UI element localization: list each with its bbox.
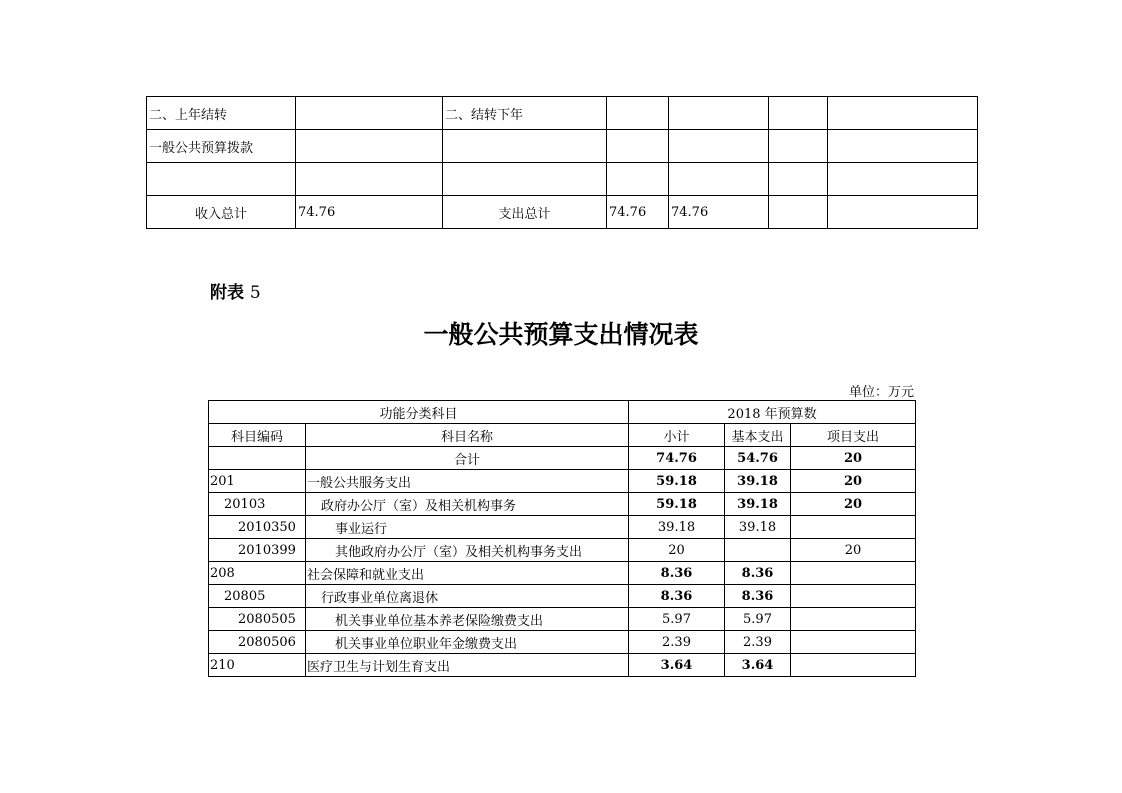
summary-row [147,97,978,130]
code-cell: 208 [209,562,306,585]
name-cell: 政府办公厅（室）及相关机构事务 [306,493,629,516]
header-category: 功能分类科目 [209,401,629,424]
subtotal-cell: 5.97 [629,608,725,631]
name-cell: 机关事业单位基本养老保险缴费支出 [306,608,629,631]
appendix-label [210,278,261,303]
table-row [209,654,916,677]
appendix-label-text: 附表 [210,283,244,303]
summary-cell [607,97,669,130]
code-cell: 20805 [209,585,306,608]
name-cell: 其他政府办公厅（室）及相关机构事务支出 [306,539,629,562]
summary-cell [769,130,828,163]
summary-cell: 一般公共预算拨款 [147,130,296,163]
summary-cell: 支出总计 [443,196,607,229]
basic-cell: 3.64 [725,654,791,677]
table-row [209,470,916,493]
subtotal-cell: 8.36 [629,562,725,585]
summary-cell [669,130,769,163]
expenditure-table [208,400,916,677]
page-title: 一般公共预算支出情况表 [423,320,699,349]
header-row-2 [209,424,916,447]
summary-cell [828,163,978,196]
code-cell: 201 [209,470,306,493]
summary-cell [828,130,978,163]
summary-cell: 二、结转下年 [443,97,607,130]
table-row [209,447,916,470]
summary-cell [443,130,607,163]
basic-cell: 54.76 [725,447,791,470]
header-subtotal: 小计 [629,424,725,447]
subtotal-cell: 59.18 [629,470,725,493]
project-cell [791,562,916,585]
basic-cell: 39.18 [725,493,791,516]
basic-cell: 39.18 [725,470,791,493]
project-cell: 20 [791,539,916,562]
name-cell: 事业运行 [306,516,629,539]
project-cell [791,585,916,608]
summary-cell [296,97,443,130]
project-cell [791,608,916,631]
summary-cell: 74.76 [296,196,443,229]
subtotal-cell: 20 [629,539,725,562]
summary-cell [296,163,443,196]
code-cell: 2010350 [209,516,306,539]
basic-cell: 8.36 [725,585,791,608]
summary-cell: 收入总计 [147,196,296,229]
summary-cell [828,196,978,229]
project-cell [791,516,916,539]
basic-cell: 2.39 [725,631,791,654]
basic-cell: 8.36 [725,562,791,585]
table-row [209,539,916,562]
income-expense-summary-table [146,96,978,229]
subtotal-cell: 2.39 [629,631,725,654]
unit-label: 单位：万元 [848,385,914,400]
project-cell: 20 [791,447,916,470]
project-cell [791,654,916,677]
summary-cell [769,196,828,229]
subtotal-cell: 59.18 [629,493,725,516]
summary-cell [769,97,828,130]
name-cell: 医疗卫生与计划生育支出 [306,654,629,677]
name-cell: 一般公共服务支出 [306,470,629,493]
summary-cell: 二、上年结转 [147,97,296,130]
project-cell [791,631,916,654]
summary-row [147,163,978,196]
summary-cell [607,130,669,163]
name-cell: 社会保障和就业支出 [306,562,629,585]
summary-cell [147,163,296,196]
table-row [209,516,916,539]
subtotal-cell: 74.76 [629,447,725,470]
summary-row [147,196,978,229]
code-cell: 20103 [209,493,306,516]
header-code: 科目编码 [209,424,306,447]
basic-cell: 5.97 [725,608,791,631]
summary-cell [607,163,669,196]
table-row [209,608,916,631]
summary-cell [443,163,607,196]
name-cell: 机关事业单位职业年金缴费支出 [306,631,629,654]
summary-cell [828,97,978,130]
code-cell: 2080506 [209,631,306,654]
summary-cell [669,97,769,130]
summary-cell: 74.76 [607,196,669,229]
table-row [209,562,916,585]
table-row [209,631,916,654]
header-project: 项目支出 [791,424,916,447]
project-cell: 20 [791,493,916,516]
appendix-number: 5 [249,283,261,303]
basic-cell [725,539,791,562]
name-cell: 行政事业单位离退休 [306,585,629,608]
subtotal-cell: 3.64 [629,654,725,677]
name-cell: 合计 [306,447,629,470]
header-name: 科目名称 [306,424,629,447]
subtotal-cell: 39.18 [629,516,725,539]
code-cell: 2010399 [209,539,306,562]
summary-cell [769,163,828,196]
summary-row [147,130,978,163]
summary-cell: 74.76 [669,196,769,229]
basic-cell: 39.18 [725,516,791,539]
project-cell: 20 [791,470,916,493]
code-cell [209,447,306,470]
table-row [209,585,916,608]
header-basic: 基本支出 [725,424,791,447]
summary-cell [669,163,769,196]
code-cell: 210 [209,654,306,677]
summary-cell [296,130,443,163]
header-budget: 2018 年预算数 [629,401,916,424]
code-cell: 2080505 [209,608,306,631]
table-row [209,493,916,516]
subtotal-cell: 8.36 [629,585,725,608]
header-row-1 [209,401,916,424]
